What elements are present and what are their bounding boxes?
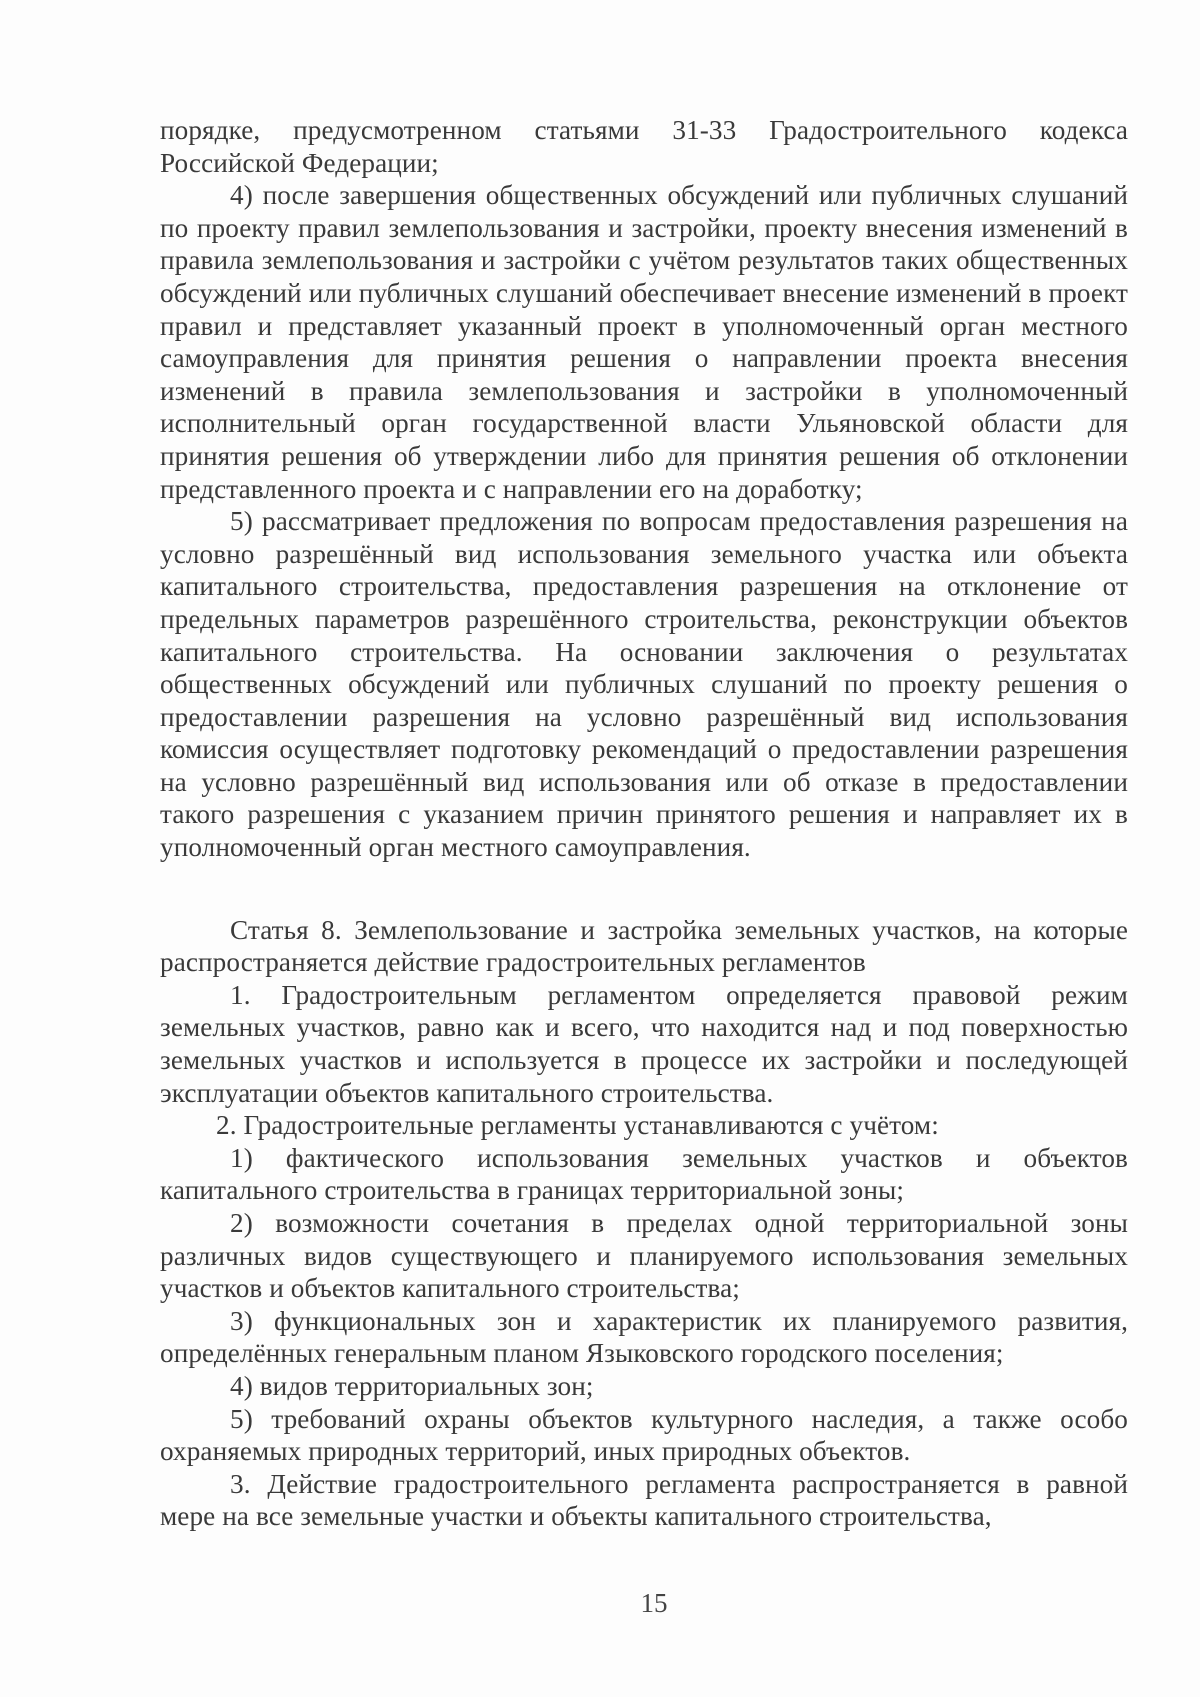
paragraph-item-4: 4) после завершения общественных обсуждений или публичных слушаний по проекту правил землепользования и застройки, проекту внесения изменений в правила землепользования и застройки с учётом результатов таких общественных обсуждений или публичных слушаний обеспечивает внесение изменений в проект правил и представляет указанный проект в уполномоченный орган местного самоуправления для принятия решения о направлении проекта внесения изменений в правила землепользования и застройки в уполномоченный исполнительный орган государственной власти Ульяновской области для принятия решения об утверждении либо для принятия решения об отклонении представленного проекта и с направлении его на доработку; [160, 180, 1128, 504]
list-item-4: 4) видов территориальных зон; [230, 1370, 594, 1401]
paragraph-item-5: 5) рассматривает предложения по вопросам предоставления разрешения на условно разрешённый вид использования земельного участка или объекта капитального строительства, предоставления разрешения на отклонение от предельных параметров разрешённого строительства, реконструкции объектов капитального строительства. На основании заключения о результатах общественных обсуждений или публичных слушаний по проекту решения о предоставлении разрешения на условно разрешённый вид использования комиссия осуществляет подготовку рекомендаций о предоставлении разрешения на условно разрешённый вид использования или об отказе в предоставлении такого разрешения с указанием причин принятого решения и направляет их в уполномоченный орган местного самоуправления. [160, 506, 1128, 863]
paragraph-point-1: 1. Градостроительным регламентом определяется правовой режим земельных участков, равно как и всего, что находится над и под поверхностью земельных участков и используется в процессе их застройки и последующей эксплуатации объектов капитального строительства. [160, 979, 1128, 1108]
paragraph-continuation: порядке, предусмотренном статьями 31-33 Градостроительного кодекса Российской Федерации; [160, 115, 1128, 178]
list-item-2: 2) возможности сочетания в пределах одной территориальной зоны различных видов существующего и планируемого использования земельных участков и объектов капитального строительства; [160, 1208, 1128, 1304]
paragraph-point-3: 3. Действие градостроительного регламента распространяется в равной мере на все земельные участки и объекты капитального строительства, [160, 1468, 1128, 1532]
list-item-5: 5) требований охраны объектов культурного наследия, а также особо охраняемых природных территорий, иных природных объектов. [160, 1403, 1128, 1467]
list-item-1: 1) фактического использования земельных участков и объектов капитального строительства в границах территориальной зоны; [160, 1142, 1128, 1206]
article-heading: Статья 8. Землепользование и застройка земельных участков, на которые распространяется действие градостроительных регламентов [160, 914, 1128, 978]
paragraph-point-2: 2. Градостроительные регламенты устанавливаются с учётом: [216, 1110, 939, 1141]
list-item-3: 3) функциональных зон и характеристик их планируемого развития, определённых генеральным планом Языковского городского поселения; [160, 1305, 1128, 1369]
page-number: 15 [640, 1588, 668, 1618]
document-body [160, 114, 1128, 1533]
